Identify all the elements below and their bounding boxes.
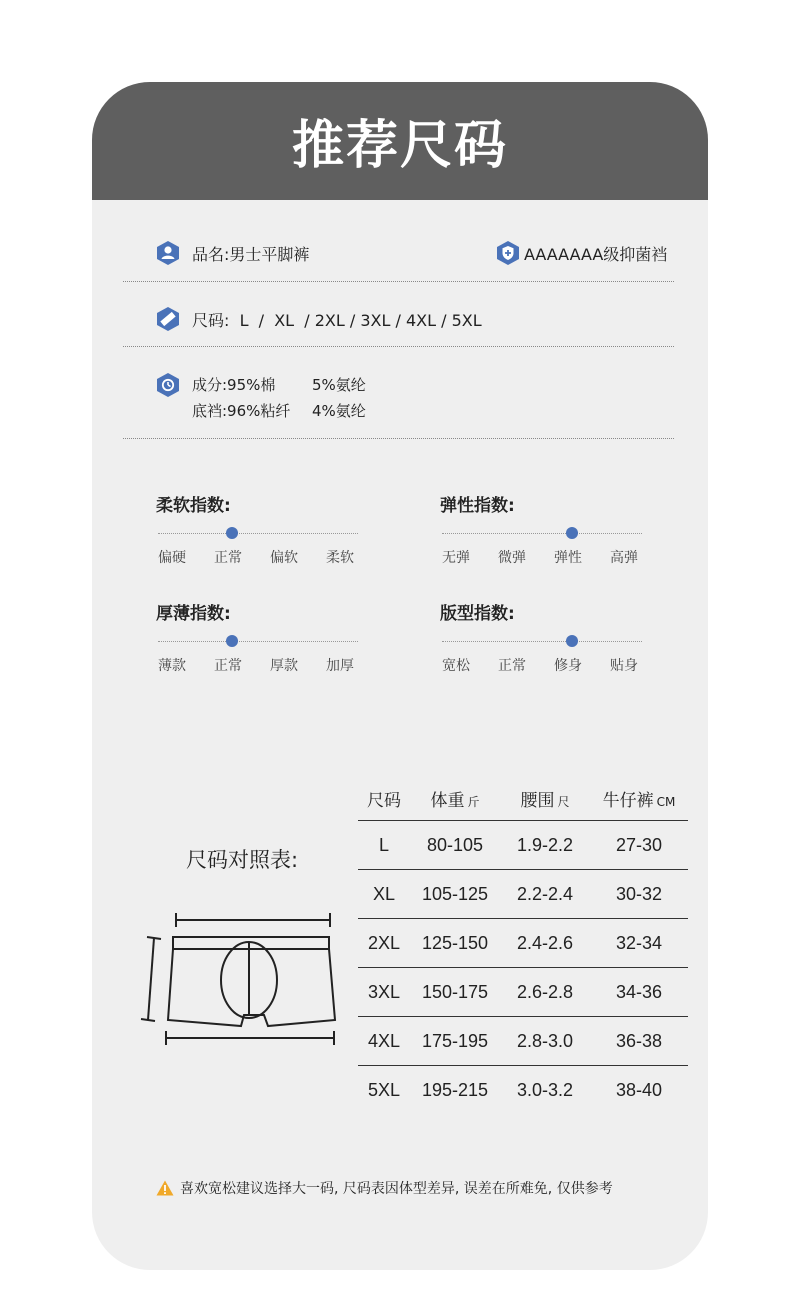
page-title: 推荐尺码 <box>291 116 508 176</box>
composition-crotch: 底裆:96%粘纤 <box>192 402 291 420</box>
table-row <box>358 919 688 968</box>
briefs-diagram-icon <box>138 908 342 1048</box>
table-cell: 2.2-2.4 <box>500 870 590 919</box>
composition-crotch-spandex: 4%氨纶 <box>312 402 366 420</box>
table-cell: 2.6-2.8 <box>500 968 590 1017</box>
table-cell: 125-150 <box>410 919 500 968</box>
table-row <box>358 1017 688 1066</box>
table-header-text: 牛仔裤 <box>602 790 654 811</box>
table-cell: 175-195 <box>410 1017 500 1066</box>
table-header-unit: CM <box>656 794 676 809</box>
size-note-text: 喜欢宽松建议选择大一码, 尺码表因体型差异, 误差在所难免, 仅供参考 <box>180 1181 613 1197</box>
table-header-row <box>358 776 688 821</box>
table-cell: 2.8-3.0 <box>500 1017 590 1066</box>
product-name: 品名:男士平脚裤 <box>192 244 310 264</box>
cycle-hex-icon <box>156 372 180 398</box>
table-header-cell <box>500 776 590 821</box>
table-cell: 105-125 <box>410 870 500 919</box>
table-row <box>358 821 688 870</box>
ruler-hex-icon <box>156 306 180 332</box>
table-cell: L <box>358 821 410 870</box>
index-tick-label: 厚款 <box>270 658 298 674</box>
table-cell: 195-215 <box>421 1079 489 1100</box>
warning-icon <box>156 1180 174 1196</box>
index-title: 厚薄指数: <box>156 604 231 624</box>
index-tick-label: 微弹 <box>498 550 526 566</box>
antibacterial-row <box>496 240 667 266</box>
divider <box>123 438 674 439</box>
antibacterial-label: AAAAAAA级抑菌裆 <box>524 244 668 264</box>
table-cell: 5XL <box>367 1079 401 1100</box>
table-cell: 80-105 <box>410 821 500 870</box>
index-tick-label: 偏软 <box>270 550 298 566</box>
table-row <box>358 968 688 1017</box>
index-tick-label: 贴身 <box>610 658 638 674</box>
composition-main: 成分:95%棉 <box>192 376 276 394</box>
index-tick-label: 弹性 <box>554 550 582 566</box>
composition-main-spandex: 5%氨纶 <box>312 376 366 394</box>
sizes-row <box>156 306 482 332</box>
user-hex-icon <box>156 240 180 266</box>
index-tick-label: 正常 <box>214 550 242 566</box>
table-row <box>358 1066 688 1115</box>
index-slider-dot <box>226 635 238 647</box>
table-header-unit: 尺 <box>557 794 570 809</box>
table-header-cell <box>590 776 688 821</box>
index-slider-dot <box>226 527 238 539</box>
index-slider-dot <box>566 635 578 647</box>
size-table <box>358 776 688 1114</box>
table-header-text: 尺码 <box>367 790 401 811</box>
index-title: 弹性指数: <box>440 496 515 516</box>
index-tick-label: 修身 <box>554 658 582 674</box>
index-tick-label: 无弹 <box>442 550 470 566</box>
table-cell: 32-34 <box>590 919 688 968</box>
index-tick-label: 偏硬 <box>158 550 186 566</box>
table-cell: 30-32 <box>590 870 688 919</box>
divider <box>123 346 674 347</box>
table-header-text: 腰围 <box>520 790 555 811</box>
table-cell: 1.9-2.2 <box>500 821 590 870</box>
size-note <box>156 1178 613 1198</box>
size-chart-label: 尺码对照表: <box>186 848 299 872</box>
index-tick-label: 加厚 <box>326 658 354 674</box>
table-header-cell <box>358 776 410 821</box>
table-header-text: 体重 <box>430 790 465 811</box>
table-cell: 3.0-3.2 <box>516 1079 574 1100</box>
shield-hex-icon <box>496 240 520 266</box>
index-title: 柔软指数: <box>156 496 231 516</box>
table-cell: 4XL <box>358 1017 410 1066</box>
index-slider-track <box>442 533 642 534</box>
table-cell: 150-175 <box>410 968 500 1017</box>
table-cell: 38-40 <box>615 1079 663 1100</box>
table-cell: XL <box>358 870 410 919</box>
table-row <box>358 870 688 919</box>
index-slider-track <box>442 641 642 642</box>
index-tick-label: 薄款 <box>158 658 186 674</box>
table-cell: 2XL <box>358 919 410 968</box>
index-tick-label: 正常 <box>498 658 526 674</box>
index-tick-label: 正常 <box>214 658 242 674</box>
index-tick-label: 宽松 <box>442 658 470 674</box>
table-cell: 27-30 <box>590 821 688 870</box>
index-title: 版型指数: <box>440 604 515 624</box>
product-name-row <box>156 240 309 266</box>
sizes-label: 尺码: L / XL / 2XL / 3XL / 4XL / 5XL <box>192 310 482 330</box>
index-tick-label: 柔软 <box>326 550 354 566</box>
card-header <box>92 82 708 200</box>
table-cell: 36-38 <box>590 1017 688 1066</box>
table-cell: 2.4-2.6 <box>500 919 590 968</box>
index-slider-track <box>158 533 358 534</box>
index-tick-label: 高弹 <box>610 550 638 566</box>
table-header-unit: 斤 <box>467 794 480 809</box>
composition-row <box>156 372 366 424</box>
divider <box>123 281 674 282</box>
table-header-cell <box>410 776 500 821</box>
index-slider-dot <box>566 527 578 539</box>
table-cell: 34-36 <box>590 968 688 1017</box>
index-slider-track <box>158 641 358 642</box>
table-cell: 3XL <box>358 968 410 1017</box>
